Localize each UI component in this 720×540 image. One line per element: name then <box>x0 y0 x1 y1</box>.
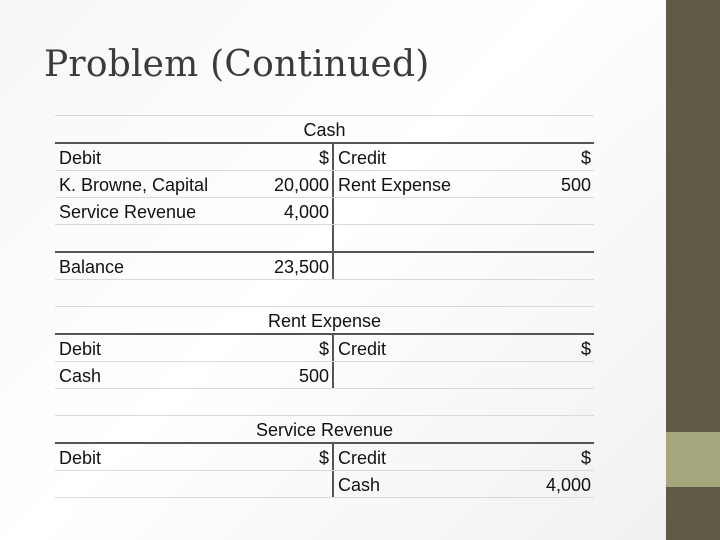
rent-expense-entry-row <box>55 362 594 389</box>
rent-expense-account-title: Rent Expense <box>267 311 382 331</box>
balance-amount: 23,500 <box>273 257 329 277</box>
cash-account-title: Cash <box>303 120 346 140</box>
t-divider <box>332 198 334 224</box>
t-divider <box>332 225 334 251</box>
debit-label: Debit <box>59 148 102 168</box>
side-accent-block <box>666 432 720 487</box>
cash-entry-row <box>55 198 594 225</box>
debit-item: Cash <box>59 366 102 386</box>
cash-balance-row <box>55 253 594 280</box>
credit-label: Credit <box>338 448 387 468</box>
cash-blank-row <box>55 225 594 253</box>
credit-label: Credit <box>338 148 387 168</box>
t-account-ledger <box>55 115 594 498</box>
debit-amount: 4,000 <box>283 202 329 222</box>
credit-label: Credit <box>338 339 387 359</box>
slide-title: Problem (Continued) <box>44 44 430 85</box>
debit-currency: $ <box>318 339 329 359</box>
credit-item: Rent Expense <box>338 175 452 195</box>
credit-item: Cash <box>338 475 381 495</box>
debit-item: Service Revenue <box>59 202 197 222</box>
debit-label: Debit <box>59 339 102 359</box>
cash-entry-row <box>55 171 594 198</box>
debit-label: Debit <box>59 448 102 468</box>
debit-currency: $ <box>318 148 329 168</box>
spacer-row <box>55 389 594 416</box>
debit-amount: 20,000 <box>273 175 329 195</box>
cash-column-header-row <box>55 144 594 171</box>
debit-item: K. Browne, Capital <box>59 175 209 195</box>
rent-expense-column-header-row <box>55 335 594 362</box>
service-revenue-column-header-row <box>55 444 594 471</box>
credit-amount: 4,000 <box>545 475 591 495</box>
t-divider <box>332 362 334 388</box>
cash-account-header <box>55 115 594 144</box>
credit-amount: 500 <box>560 175 591 195</box>
debit-amount: 500 <box>298 366 329 386</box>
service-revenue-account-header <box>55 416 594 444</box>
credit-currency: $ <box>580 448 591 468</box>
debit-currency: $ <box>318 448 329 468</box>
t-divider <box>332 253 334 279</box>
credit-currency: $ <box>580 148 591 168</box>
rent-expense-account-header <box>55 307 594 335</box>
service-revenue-account-title: Service Revenue <box>255 420 394 440</box>
spacer-row <box>55 280 594 307</box>
credit-currency: $ <box>580 339 591 359</box>
service-revenue-entry-row <box>55 471 594 498</box>
balance-label: Balance <box>59 257 125 277</box>
